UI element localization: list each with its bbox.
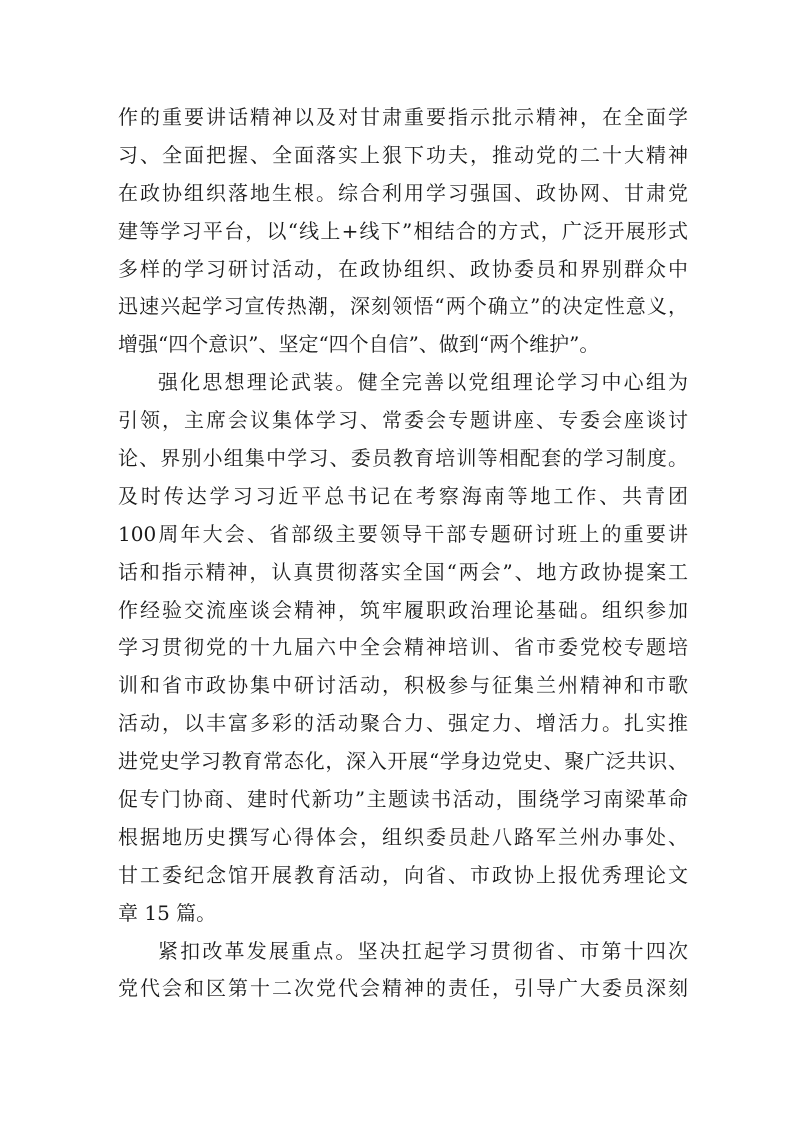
text-line: 迅速兴起学习宣传热潮，深刻领悟“两个确立”的决定性意义， (118, 294, 688, 319)
text-line: 活动，以丰富多彩的活动聚合力、强定力、增活力。扎实推 (118, 711, 688, 736)
paragraph-1 (118, 99, 688, 364)
paragraph-2 (118, 364, 688, 932)
text-line: 增强“四个意识”、坚定“四个自信”、做到“两个维护”。 (118, 332, 600, 357)
text-line: 促专门协商、建时代新功”主题读书活动，围绕学习南梁革命 (118, 787, 688, 812)
text-line: 引领，主席会议集体学习、常委会专题讲座、专委会座谈讨 (118, 408, 688, 433)
text-line: 论、界别小组集中学习、委员教育培训等相配套的学习制度。 (118, 446, 688, 471)
text-line: 100周年大会、省部级主要领导干部专题研讨班上的重要讲 (118, 521, 688, 546)
text-line: 话和指示精神，认真贯彻落实全国“两会”、地方政协提案工 (118, 559, 688, 584)
text-line: 紧扣改革发展重点。坚决扛起学习贯彻省、市第十四次 (158, 938, 688, 963)
text-line: 学习贯彻党的十九届六中全会精神培训、省市委党校专题培 (118, 635, 688, 660)
text-line: 甘工委纪念馆开展教育活动，向省、市政协上报优秀理论文 (118, 862, 688, 887)
text-line: 进党史学习教育常态化，深入开展“学身边党史、聚广泛共识、 (118, 749, 688, 774)
text-line: 作经验交流座谈会精神，筑牢履职政治理论基础。组织参加 (118, 597, 688, 622)
text-line: 在政协组织落地生根。综合利用学习强国、政协网、甘肃党 (118, 180, 688, 205)
text-line: 及时传达学习习近平总书记在考察海南等地工作、共青团 (118, 483, 688, 508)
text-line: 强化思想理论武装。健全完善以党组理论学习中心组为 (158, 370, 688, 395)
text-line: 作的重要讲话精神以及对甘肃重要指示批示精神，在全面学 (118, 105, 688, 129)
text-line: 训和省市政协集中研讨活动，积极参与征集兰州精神和市歌 (118, 673, 688, 698)
document-body (118, 99, 688, 1008)
text-line: 多样的学习研讨活动，在政协组织、政协委员和界别群众中 (118, 256, 688, 281)
paragraph-3 (118, 933, 688, 1009)
text-line: 章 15 篇。 (118, 900, 217, 925)
text-line: 根据地历史撰写心得体会，组织委员赴八路军兰州办事处、 (118, 824, 688, 849)
text-line: 建等学习平台，以“线上+线下”相结合的方式，广泛开展形式 (118, 218, 688, 243)
text-line: 习、全面把握、全面落实上狠下功夫，推动党的二十大精神 (118, 142, 688, 167)
text-line: 党代会和区第十二次党代会精神的责任，引导广大委员深刻 (118, 976, 688, 1001)
